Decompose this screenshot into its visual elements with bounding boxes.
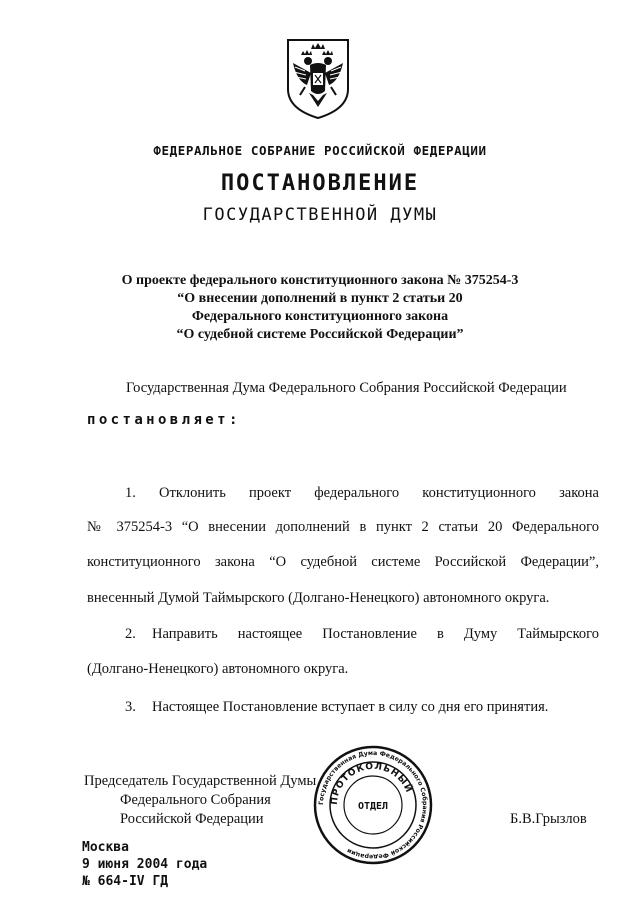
document-subtitle: ГОСУДАРСТВЕННОЙ ДУМЫ: [202, 205, 438, 225]
date-of-signing: 9 июня 2004 года: [82, 857, 208, 872]
stamp-ring-text: ПРОТОКОЛЬНЫЙ: [329, 761, 414, 806]
item-3-line-1: Настоящее Постановление вступает в силу со дня его принятия.: [152, 699, 549, 715]
document-number: № 664-IV ГД: [82, 874, 169, 889]
coat-of-arms-icon: [285, 37, 351, 121]
subject-line-3: Федерального конституционного закона: [191, 309, 449, 324]
item-1-line-4: внесенный Думой Таймырского (Долгано-Ненецкого) автономного округа.: [87, 590, 550, 606]
signatory-name: Б.В.Грызлов: [510, 811, 587, 827]
item-2-number: 2.: [125, 626, 136, 642]
item-1-number: 1.: [125, 485, 136, 501]
item-1-word: федерального: [314, 485, 400, 501]
official-stamp: [312, 744, 434, 866]
subject-line-1: О проекте федерального конституционного закона № 375254-3: [121, 273, 519, 288]
signatory-position-line-2: Федерального Собрания: [120, 792, 271, 808]
item-2-line-2: (Долгано-Ненецкого) автономного округа.: [87, 661, 349, 677]
stamp-outer-text: Государственная Дума Федерального Собрания Российской Федерации: [317, 749, 429, 861]
item-1-line-3: конституционного закона “О судебной системе Российской Федерации”,: [87, 554, 599, 570]
subject-line-4: “О судебной системе Российской Федерации”: [176, 327, 464, 342]
decides-clause: постановляет:: [87, 412, 241, 428]
signatory-position-line-1: Председатель Государственной Думы: [84, 773, 317, 789]
item-1-word: конституционного: [422, 485, 536, 501]
place-of-signing: Москва: [82, 840, 129, 855]
item-1-word: Отклонить: [159, 485, 226, 501]
item-2-line-1: Направить настоящее Постановление в Думу Таймырского: [152, 626, 599, 642]
item-1-word: закона: [559, 485, 599, 501]
preamble: Государственная Дума Федерального Собрания Российской Федерации: [126, 380, 567, 396]
stamp-center-text: ОТДЕЛ: [357, 801, 389, 812]
signatory-position-line-3: Российской Федерации: [120, 811, 264, 827]
item-1-line-2: № 375254-3 “О внесении дополнений в пункт 2 статьи 20 Федерального: [87, 519, 599, 535]
item-3-number: 3.: [125, 699, 136, 715]
subject-line-2: “О внесении дополнений в пункт 2 статьи 20: [177, 291, 463, 306]
document-title: ПОСТАНОВЛЕНИЕ: [220, 171, 420, 196]
item-1-line-1: [87, 484, 599, 502]
item-1-word: проект: [248, 485, 292, 501]
parliament-name: ФЕДЕРАЛЬНОЕ СОБРАНИЕ РОССИЙСКОЙ ФЕДЕРАЦИИ: [153, 143, 487, 158]
